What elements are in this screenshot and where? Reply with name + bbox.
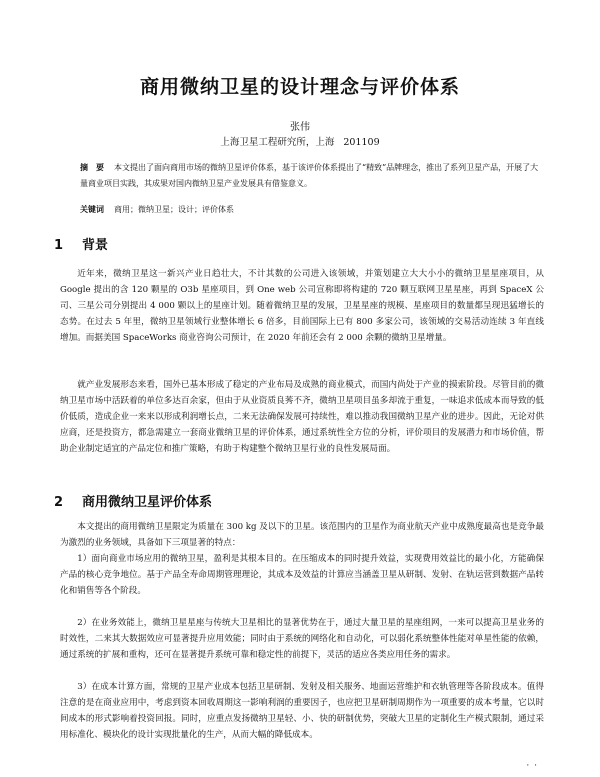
- section-1-paragraph-1: 近年来，微纳卫星这一新兴产业日趋壮大，不计其数的公司进入该领域，并策划建立大大小小的微纳卫星星座项目，从 Google 提出的含 120 颗星的 O3b 星座项目，到 One web 公司宣称即将构建的 720 颗互联网卫星星座，再到 SpaceX 公司、三星公司分别提出 4 000 颗以上的星座计划。随着微纳卫星的发展，卫星星座的规模、星座项目的数量都呈现迅猛增长的态势。在过去 5 年里，微纳卫星领域行业整体增长 6 倍多，目前国际上已有 800 多家公司，该领域的交易活动连续 3 年直线增加。而据美国 SpaceWorks 商业咨询公司预计，在 2020 年前还会有 2 000 余颗的微纳卫星增量。: [60, 269, 544, 343]
- footer-marks: · ·: [526, 761, 538, 771]
- page-title: 商用微纳卫星的设计理念与评价体系: [139, 76, 460, 98]
- section-1-paragraph-2: 就产业发展形态来看，国外已基本形成了稳定的产业布局及成熟的商业模式，而国内尚处于产业的摸索阶段。尽管目前的微纳卫星市场中活跃着的单位多达百余家，但由于从业资质良莠不齐，微纳卫星项目虽多却流于重复，一味追求低成本而导致的低价低质，造成企业一来来以形成利润增长点，二来无法确保发展可持续性，难以推动我国微纳卫星产业的进步。因此，无论对供应商，还是投资方，都急需建立一套商业微纳卫星的评价体系，通过系统性全方位的分析，评价项目的发展潜力和市场价值，帮助企业制定适宜的产品定位和推广策略，有助于构建整个微纳卫星行业的良性发展局面。: [60, 380, 544, 454]
- section-2-title: 商用微纳卫星评价体系: [82, 495, 213, 510]
- abstract: [80, 160, 540, 192]
- author-name: 张伟: [290, 122, 310, 133]
- section-2-item-3: 3）在成本计算方面，常规的卫星产业成本包括卫星研制、发射及相关服务、地面运营维护和衣轨管理等各阶段成本。值得注意的是在商业应用中，考虑到资本回收周期这一影响利润的重要因子，也应把卫星研制周期作为一项重要的成本考量，它以时间成本的形式影响着投资回报。同时，应重点发扬微纳卫星轻、小、快的研制优势，突破大卫星的定制化生产模式限制，通过采用标准化、模块化的设计实现批量化的生产，从而大幅的降低成本。: [60, 682, 544, 740]
- section-1-title: 背景: [82, 238, 109, 253]
- section-1-heading: [54, 234, 108, 253]
- keywords: [80, 204, 540, 215]
- section-2-number: 2: [54, 495, 64, 510]
- keywords-text: 商用；微纳卫星；设计；评价体系: [114, 205, 234, 214]
- section-2-item-1: 1）面向商业市场应用的微纳卫星，盈利是其根本目的。在压缩成本的同时提升效益，实现费用效益比的最小化，方能确保产品的核心竞争地位。基于产品全寿命周期管理理论，其成本及效益的计算应当涵盖卫星从研制、发射、在轨运营到数据产品转化和销售等各个阶段。: [60, 554, 544, 596]
- section-1-number: 1: [54, 238, 64, 253]
- section-2-heading: [54, 491, 212, 510]
- abstract-text: 本文提出了面向商用市场的微纳卫星评价体系，基于该评价体系提出了“精致”品牌理念，推出了系列卫星产品，开展了大量商业项目实践，其成果对国内微纳卫星产业发展具有借鉴意义。: [80, 163, 539, 188]
- keywords-label: 关键词: [80, 205, 104, 214]
- author-affiliation: 上海卫星工程研究所，上海 201109: [220, 137, 380, 148]
- abstract-label: 摘 要: [80, 163, 104, 172]
- section-2-paragraph-1: 本文提出的商用微纳卫星限定为质量在 300 kg 及以下的卫星。该范围内的卫星作为商业航天产业中成熟度最高也是竞争最为激烈的业务领域，具备如下三项显著的特点：: [60, 522, 544, 548]
- section-2-item-2: 2）在业务效能上，微纳卫星星座与传统大卫星相比的显著优势在于，通过大量卫星的星座组网，一来可以提高卫星业务的时效性，二来其大数据效应可显著提升应用效能；同时由于系统的网络化和自动化，可以弱化系统整体性能对单星性能的依赖，通过系统的扩展和重构，还可在显著提升系统可靠和稳定性的前提下，灵活的适应各类应用任务的需求。: [60, 618, 544, 660]
